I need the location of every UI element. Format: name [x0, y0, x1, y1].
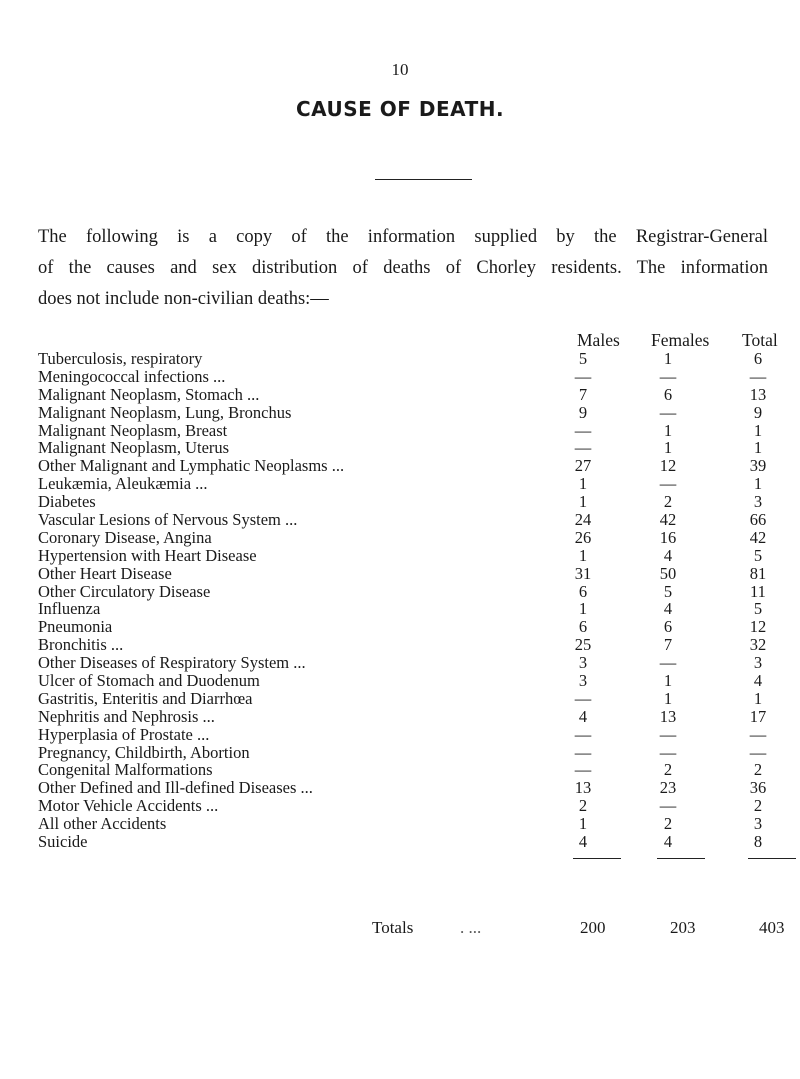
total-count: 1	[753, 420, 763, 440]
total-count: 1	[753, 688, 763, 708]
table-row	[38, 547, 800, 565]
cause-label: Pregnancy, Childbirth, Abortion	[38, 742, 250, 762]
column-header-females: Females	[651, 330, 710, 350]
total-count: 66	[749, 510, 767, 530]
total-count: 17	[749, 706, 767, 726]
females-count: 2	[663, 760, 673, 780]
cause-label: Hyperplasia of Prostate ...	[38, 724, 210, 744]
males-count: 24	[574, 510, 592, 530]
cause-label: Nephritis and Nephrosis ...	[38, 706, 215, 726]
page-title: CAUSE OF DEATH.	[295, 97, 505, 121]
males-count: 1	[578, 814, 588, 834]
cause-label: Malignant Neoplasm, Uterus	[38, 438, 230, 458]
males-count: 4	[578, 832, 588, 852]
males-count: 6	[578, 581, 588, 601]
females-count: —	[659, 742, 677, 762]
table-row	[38, 672, 800, 690]
table-row	[38, 439, 800, 457]
cause-label: Tuberculosis, respiratory	[38, 349, 203, 368]
total-count: 42	[749, 527, 767, 547]
table-row	[38, 797, 800, 815]
total-count: —	[749, 742, 767, 762]
males-count: —	[574, 724, 592, 744]
cause-label: Diabetes	[38, 492, 96, 512]
females-count: —	[659, 724, 677, 744]
cause-label: Influenza	[38, 599, 101, 619]
males-count: —	[574, 742, 592, 762]
cause-label: Gastritis, Enteritis and Diarrhœa	[38, 688, 253, 708]
table-row	[38, 761, 800, 779]
cause-label: Congenital Malformations	[38, 760, 213, 780]
table-row	[38, 708, 800, 726]
total-count: 8	[753, 832, 763, 852]
table-row	[38, 565, 800, 583]
total-count: 1	[753, 438, 763, 458]
table-row	[38, 690, 800, 708]
females-count: 4	[663, 545, 673, 565]
table-row	[38, 386, 800, 404]
cause-label: Other Malignant and Lymphatic Neoplasms ...	[38, 456, 345, 476]
females-count: —	[659, 366, 677, 386]
males-count: 31	[574, 563, 592, 583]
males-sum-rule	[573, 858, 621, 859]
females-count: 1	[663, 438, 673, 458]
cause-label: All other Accidents	[38, 814, 167, 834]
total-count: 9	[753, 402, 763, 422]
females-count: 1	[663, 349, 673, 368]
total-count: 39	[749, 456, 767, 476]
females-count: —	[659, 653, 677, 673]
cause-label: Other Defined and Ill-defined Diseases ...	[38, 778, 313, 798]
table-row	[38, 654, 800, 672]
column-header-males: Males	[577, 330, 620, 350]
cause-label: Suicide	[38, 832, 88, 852]
females-count: 1	[663, 420, 673, 440]
females-count: 13	[659, 706, 677, 726]
total-count: —	[749, 366, 767, 386]
totals-females: 203	[670, 918, 696, 937]
females-count: 1	[663, 671, 673, 691]
females-count: 4	[663, 832, 673, 852]
table-row	[38, 744, 800, 762]
intro-line: does not include non-civilian deaths:—	[38, 289, 329, 309]
cause-label: Hypertension with Heart Disease	[38, 545, 257, 565]
table-row	[38, 422, 800, 440]
males-count: 27	[574, 456, 592, 476]
cause-of-death-table	[38, 350, 800, 851]
males-count: 1	[578, 599, 588, 619]
males-count: 5	[578, 349, 588, 368]
total-count: 13	[749, 384, 767, 404]
males-count: 1	[578, 545, 588, 565]
total-count: 3	[753, 492, 763, 512]
total-count: 11	[750, 581, 766, 601]
females-count: 50	[659, 563, 677, 583]
table-row	[38, 529, 800, 547]
cause-label: Ulcer of Stomach and Duodenum	[38, 671, 260, 691]
cause-label: Coronary Disease, Angina	[38, 527, 212, 547]
table-row	[38, 833, 800, 851]
title-divider	[375, 179, 472, 180]
total-count: 32	[749, 635, 767, 655]
males-count: —	[574, 420, 592, 440]
females-count: —	[659, 474, 677, 494]
totals-males: 200	[580, 918, 606, 937]
total-count: 3	[753, 653, 763, 673]
females-count: 2	[663, 492, 673, 512]
males-count: 25	[574, 635, 592, 655]
males-count: —	[574, 760, 592, 780]
cause-label: Motor Vehicle Accidents ...	[38, 796, 219, 816]
females-sum-rule	[657, 858, 705, 859]
males-count: 2	[578, 796, 588, 816]
table-row	[38, 493, 800, 511]
table-row	[38, 457, 800, 475]
males-count: —	[574, 366, 592, 386]
total-count: 1	[753, 474, 763, 494]
females-count: 7	[663, 635, 673, 655]
cause-label: Malignant Neoplasm, Stomach ...	[38, 384, 260, 404]
totals-leader-dots: . ...	[460, 918, 482, 937]
males-count: 7	[578, 384, 588, 404]
females-count: 42	[659, 510, 677, 530]
column-header-total: Total	[742, 330, 778, 350]
table-row	[38, 511, 800, 529]
females-count: —	[659, 402, 677, 422]
females-count: 4	[663, 599, 673, 619]
total-count: 5	[753, 599, 763, 619]
table-row	[38, 475, 800, 493]
males-count: 4	[578, 706, 588, 726]
totals-label: Totals	[372, 918, 414, 937]
males-count: 9	[578, 402, 588, 422]
females-count: —	[659, 796, 677, 816]
intro-line: The following is a copy of the information supplied by the Registrar-General	[38, 227, 768, 247]
cause-label: Meningococcal infections ...	[38, 366, 226, 386]
table-row	[38, 618, 800, 636]
males-count: 3	[578, 653, 588, 673]
total-count: 12	[749, 617, 767, 637]
table-row	[38, 583, 800, 601]
table-row	[38, 368, 800, 386]
cause-label: Leukæmia, Aleukæmia ...	[38, 474, 208, 494]
total-sum-rule	[748, 858, 796, 859]
cause-label: Other Diseases of Respiratory System ...	[38, 653, 306, 673]
total-count: 2	[753, 760, 763, 780]
table-row	[38, 815, 800, 833]
females-count: 6	[663, 617, 673, 637]
males-count: 3	[578, 671, 588, 691]
females-count: 16	[659, 527, 677, 547]
females-count: 2	[663, 814, 673, 834]
females-count: 6	[663, 384, 673, 404]
females-count: 23	[659, 778, 677, 798]
table-row	[38, 600, 800, 618]
cause-label: Malignant Neoplasm, Lung, Bronchus	[38, 402, 292, 422]
cause-label: Other Heart Disease	[38, 563, 172, 583]
cause-label: Malignant Neoplasm, Breast	[38, 420, 228, 440]
males-count: —	[574, 438, 592, 458]
cause-label: Bronchitis ...	[38, 635, 124, 655]
cause-label: Vascular Lesions of Nervous System ...	[38, 510, 298, 530]
males-count: 6	[578, 617, 588, 637]
males-count: 26	[574, 527, 592, 547]
males-count: 1	[578, 474, 588, 494]
total-count: 5	[753, 545, 763, 565]
table-row	[38, 404, 800, 422]
males-count: 13	[574, 778, 592, 798]
cause-label: Pneumonia	[38, 617, 113, 637]
table-row	[38, 636, 800, 654]
males-count: —	[574, 688, 592, 708]
total-count: 2	[753, 796, 763, 816]
table-row	[38, 350, 800, 368]
total-count: 6	[753, 349, 763, 368]
total-count: 4	[753, 671, 763, 691]
total-count: 81	[749, 563, 767, 583]
total-count: 3	[753, 814, 763, 834]
total-count: 36	[749, 778, 767, 798]
cause-label: Other Circulatory Disease	[38, 581, 211, 601]
intro-line: of the causes and sex distribution of deaths of Chorley residents. The information	[38, 258, 768, 278]
females-count: 5	[663, 581, 673, 601]
table-row	[38, 726, 800, 744]
table-row	[38, 779, 800, 797]
page-number: 10	[391, 60, 409, 79]
totals-total: 403	[759, 918, 785, 937]
females-count: 1	[663, 688, 673, 708]
intro-paragraph	[38, 222, 768, 315]
total-count: —	[749, 724, 767, 744]
males-count: 1	[578, 492, 588, 512]
females-count: 12	[659, 456, 677, 476]
